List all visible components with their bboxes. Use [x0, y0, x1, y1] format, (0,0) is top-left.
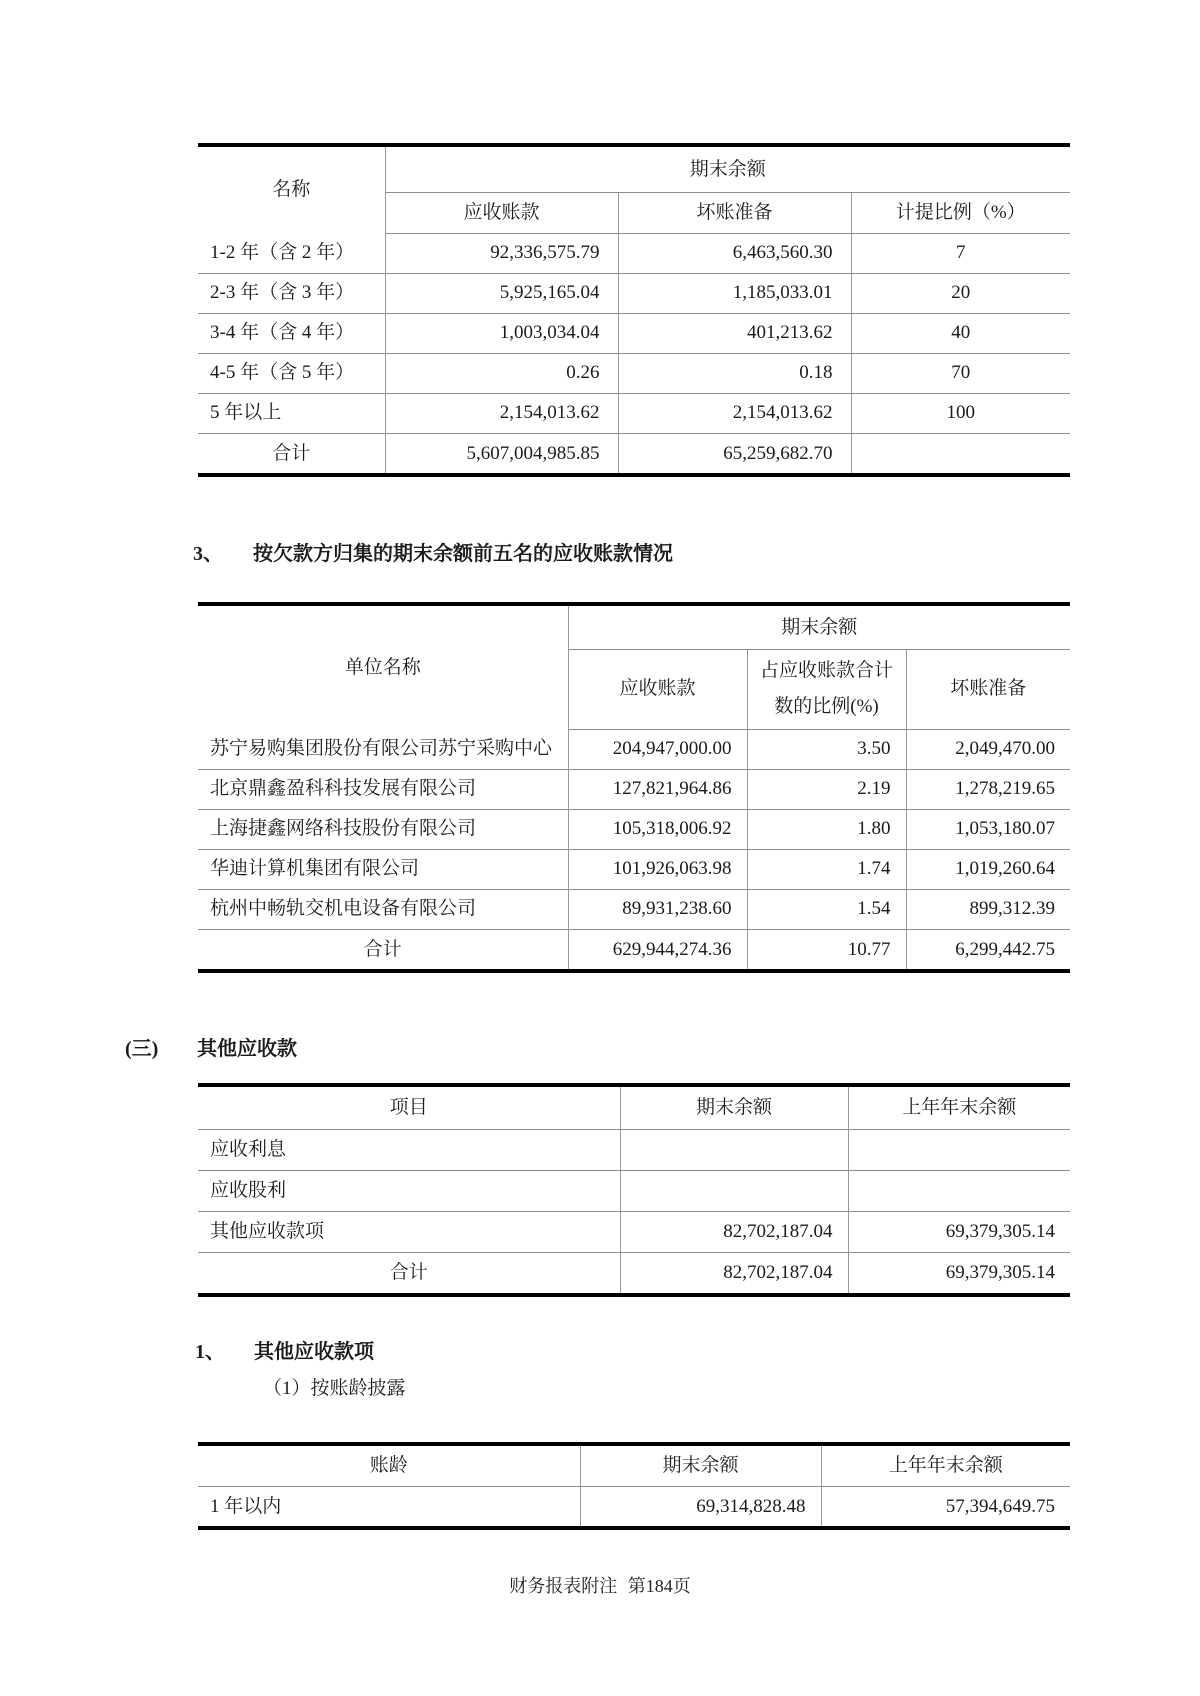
section-title: 按欠款方归集的期末余额前五名的应收账款情况 — [253, 543, 673, 565]
cell-provision: 1,053,180.07 — [906, 809, 1070, 849]
cell-aging: 1 年以内 — [198, 1486, 580, 1526]
cell-receivable: 127,821,964.86 — [568, 769, 747, 809]
cell-opening — [848, 1129, 1070, 1170]
cell-provision: 401,213.62 — [618, 313, 851, 353]
cell-opening — [848, 1170, 1070, 1211]
subheader-provision: 坏账准备 — [906, 649, 1070, 729]
table-row — [198, 1129, 1070, 1170]
cell-name: 5 年以上 — [198, 393, 385, 433]
section-heading-other-items — [195, 1335, 374, 1364]
aging-provision-table — [198, 143, 1070, 477]
cell-ratio: 40 — [851, 313, 1070, 353]
cell-closing: 82,702,187.04 — [620, 1211, 848, 1252]
cell-company: 上海捷鑫网络科技股份有限公司 — [198, 809, 568, 849]
cell-provision: 2,049,470.00 — [906, 729, 1070, 769]
cell-name: 2-3 年（含 3 年） — [198, 273, 385, 313]
cell-ratio: 20 — [851, 273, 1070, 313]
table-row — [198, 313, 1070, 353]
cell-receivable: 0.26 — [385, 353, 618, 393]
cell-ratio: 70 — [851, 353, 1070, 393]
section-heading-top5 — [193, 537, 673, 566]
header-name: 名称 — [198, 147, 385, 233]
total-label: 合计 — [198, 1252, 620, 1293]
table-row — [198, 1211, 1070, 1252]
header-item: 项目 — [198, 1087, 620, 1129]
cell-closing — [620, 1129, 848, 1170]
cell-provision: 899,312.39 — [906, 889, 1070, 929]
section-heading-other-receivables — [125, 1032, 297, 1061]
other-receivables-aging-table — [198, 1442, 1070, 1530]
cell-closing: 69,314,828.48 — [580, 1486, 821, 1526]
section-title: 其他应收款 — [197, 1038, 297, 1060]
table-row — [198, 849, 1070, 889]
cell-company: 华迪计算机集团有限公司 — [198, 849, 568, 889]
total-ratio — [851, 433, 1070, 473]
cell-provision: 2,154,013.62 — [618, 393, 851, 433]
cell-name: 3-4 年（含 4 年） — [198, 313, 385, 353]
cell-receivable: 5,925,165.04 — [385, 273, 618, 313]
table-total-row — [198, 433, 1070, 473]
cell-item: 应收股利 — [198, 1170, 620, 1211]
cell-item: 应收利息 — [198, 1129, 620, 1170]
cell-ratio: 3.50 — [747, 729, 906, 769]
total-label: 合计 — [198, 929, 568, 969]
cell-receivable: 101,926,063.98 — [568, 849, 747, 889]
page-footer: 财务报表附注 第184页 — [509, 1576, 691, 1596]
table-row — [198, 889, 1070, 929]
total-label: 合计 — [198, 433, 385, 473]
header-aging: 账龄 — [198, 1446, 580, 1486]
cell-provision: 1,019,260.64 — [906, 849, 1070, 889]
header-opening: 上年年末余额 — [848, 1087, 1070, 1129]
cell-receivable: 89,931,238.60 — [568, 889, 747, 929]
table-row — [198, 233, 1070, 273]
cell-ratio: 100 — [851, 393, 1070, 433]
table-total-row — [198, 929, 1070, 969]
header-opening: 上年年末余额 — [821, 1446, 1070, 1486]
table-row — [198, 729, 1070, 769]
top5-debtors-table — [198, 602, 1070, 973]
cell-provision: 1,278,219.65 — [906, 769, 1070, 809]
cell-receivable: 204,947,000.00 — [568, 729, 747, 769]
header-closing: 期末余额 — [620, 1087, 848, 1129]
cell-receivable: 105,318,006.92 — [568, 809, 747, 849]
cell-ratio: 2.19 — [747, 769, 906, 809]
table-total-row — [198, 1252, 1070, 1293]
cell-name: 4-5 年（含 5 年） — [198, 353, 385, 393]
table-row — [198, 353, 1070, 393]
section-number: 1、 — [195, 1341, 225, 1363]
total-provision: 6,299,442.75 — [955, 938, 1056, 960]
total-provision: 65,259,682.70 — [618, 433, 851, 473]
header-closing: 期末余额 — [580, 1446, 821, 1486]
table-row — [198, 393, 1070, 433]
section-title: 其他应收款项 — [254, 1341, 374, 1363]
table-row — [198, 273, 1070, 313]
subheader-receivable: 应收账款 — [568, 649, 747, 729]
cell-provision: 6,463,560.30 — [618, 233, 851, 273]
cell-provision: 0.18 — [618, 353, 851, 393]
cell-ratio: 1.74 — [747, 849, 906, 889]
table-header-row-span — [198, 147, 1070, 192]
cell-opening: 57,394,649.75 — [945, 1495, 1055, 1517]
total-opening: 69,379,305.14 — [945, 1262, 1055, 1284]
subheader-receivable: 应收账款 — [385, 192, 618, 233]
total-ratio: 10.77 — [747, 929, 906, 969]
cell-provision: 1,185,033.01 — [618, 273, 851, 313]
cell-company: 北京鼎鑫盈科科技发展有限公司 — [198, 769, 568, 809]
cell-item: 其他应收款项 — [198, 1211, 620, 1252]
table-row — [198, 1170, 1070, 1211]
table-row — [198, 809, 1070, 849]
cell-receivable: 92,336,575.79 — [385, 233, 618, 273]
cell-name: 1-2 年（含 2 年） — [198, 233, 385, 273]
total-receivable: 629,944,274.36 — [568, 929, 747, 969]
cell-closing — [620, 1170, 848, 1211]
total-closing: 82,702,187.04 — [620, 1252, 848, 1293]
cell-ratio: 1.54 — [747, 889, 906, 929]
subheader-ratio: 占应收账款合计数的比例(%) — [747, 649, 906, 729]
subsection-aging-disclosure: （1）按账龄披露 — [263, 1378, 406, 1399]
table-row — [198, 769, 1070, 809]
cell-ratio: 7 — [851, 233, 1070, 273]
other-receivables-table — [198, 1083, 1070, 1297]
subheader-ratio: 计提比例（%） — [851, 192, 1070, 233]
cell-company: 杭州中畅轨交机电设备有限公司 — [198, 889, 568, 929]
cell-receivable: 2,154,013.62 — [385, 393, 618, 433]
header-closing-balance: 期末余额 — [568, 606, 1070, 649]
subheader-provision: 坏账准备 — [618, 192, 851, 233]
total-receivable: 5,607,004,985.85 — [385, 433, 618, 473]
header-closing-balance: 期末余额 — [385, 147, 1070, 192]
cell-company: 苏宁易购集团股份有限公司苏宁采购中心 — [198, 729, 568, 769]
cell-opening: 69,379,305.14 — [848, 1211, 1070, 1252]
cell-ratio: 1.80 — [747, 809, 906, 849]
section-number: (三) — [125, 1038, 159, 1060]
cell-receivable: 1,003,034.04 — [385, 313, 618, 353]
table-row — [198, 1486, 1070, 1526]
header-company: 单位名称 — [198, 606, 568, 729]
table-header-row-span — [198, 606, 1070, 649]
table-header-row — [198, 1087, 1070, 1129]
section-number: 3、 — [193, 543, 223, 565]
table-header-row — [198, 1446, 1070, 1486]
